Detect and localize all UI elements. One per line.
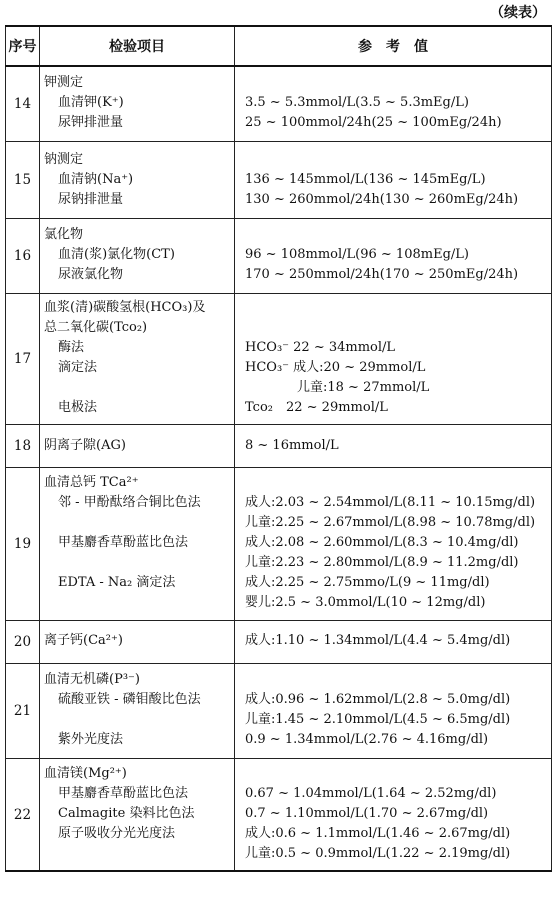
item-line: 尿钠排泄量 <box>58 192 124 207</box>
table-row <box>6 664 552 759</box>
ref-line: 成人:2.25 ~ 2.75mmo/L(9 ~ 11mg/dl) <box>245 575 490 590</box>
header-no: 序号 <box>6 26 40 66</box>
table-row <box>6 294 552 425</box>
ref-cell <box>235 142 552 219</box>
ref-line <box>235 764 551 784</box>
table-row <box>6 219 552 294</box>
item-cell <box>40 468 235 621</box>
ref-line <box>235 225 551 245</box>
ref-cell <box>235 425 552 468</box>
ref-line: 婴儿:2.5 ~ 3.0mmol/L(10 ~ 12mg/dl) <box>245 595 486 610</box>
item-cell <box>40 425 235 468</box>
ref-line <box>235 670 551 690</box>
item-line: 邻 - 甲酚酞络合铜比色法 <box>58 495 201 510</box>
ref-cell <box>235 66 552 142</box>
ref-cell <box>235 468 552 621</box>
ref-line: 25 ~ 100mmol/24h(25 ~ 100mEg/24h) <box>245 115 502 130</box>
ref-line: HCO₃⁻ 成人:20 ~ 29mmol/L <box>245 360 426 375</box>
item-line: 血清无机磷(P³⁻) <box>44 672 140 687</box>
item-line: 离子钙(Ca²⁺) <box>44 633 123 648</box>
header-item: 检验项目 <box>40 26 235 66</box>
ref-line: 136 ~ 145mmol/L(136 ~ 145mEg/L) <box>245 172 486 187</box>
ref-cell <box>235 664 552 759</box>
item-cell <box>40 759 235 872</box>
table-header <box>6 26 552 66</box>
row-number: 22 <box>6 759 40 872</box>
ref-line: 成人:0.6 ~ 1.1mmol/L(1.46 ~ 2.67mg/dl) <box>245 826 511 841</box>
item-line <box>40 844 234 864</box>
item-cell <box>40 66 235 142</box>
continued-label: （续表） <box>490 5 546 21</box>
item-line: 血清(浆)氯化物(CT) <box>58 247 175 262</box>
item-line: 甲基麝香草酚蓝比色法 <box>58 786 189 801</box>
item-line: 紫外光度法 <box>58 732 124 747</box>
item-line: 酶法 <box>58 340 85 355</box>
ref-line: 0.9 ~ 1.34mmol/L(2.76 ~ 4.16mg/dl) <box>245 732 489 747</box>
ref-line: Tco₂ 22 ~ 29mmol/L <box>245 400 388 415</box>
item-line: 甲基麝香草酚蓝比色法 <box>58 535 189 550</box>
item-line: Calmagite 染料比色法 <box>58 806 195 821</box>
item-line: 血清钾(K⁺) <box>58 95 124 110</box>
item-line: 氯化物 <box>44 227 84 242</box>
row-number: 14 <box>6 66 40 142</box>
item-cell <box>40 294 235 425</box>
item-line: 钾测定 <box>44 75 84 90</box>
item-line: 尿液氯化物 <box>58 267 124 282</box>
ref-line: 96 ~ 108mmol/L(96 ~ 108mEg/L) <box>245 247 469 262</box>
item-line <box>40 378 234 398</box>
ref-line: 170 ~ 250mmol/24h(170 ~ 250mEg/24h) <box>245 267 519 282</box>
item-line: 血清钠(Na⁺) <box>58 172 134 187</box>
ref-line <box>235 318 551 338</box>
ref-line <box>235 73 551 93</box>
item-line: 血浆(清)碳酸氢根(HCO₃)及 <box>44 300 206 315</box>
item-line: 原子吸收分光光度法 <box>58 826 176 841</box>
item-line: 滴定法 <box>58 360 98 375</box>
item-line: 钠测定 <box>44 152 84 167</box>
ref-cell <box>235 294 552 425</box>
item-line: 尿钾排泄量 <box>58 115 124 130</box>
table-row <box>6 759 552 872</box>
ref-line <box>235 150 551 170</box>
ref-line: 8 ~ 16mmol/L <box>245 438 339 453</box>
ref-line: 儿童:1.45 ~ 2.10mmol/L(4.5 ~ 6.5mg/dl) <box>245 712 511 727</box>
item-line: 阴离子隙(AG) <box>44 438 126 453</box>
ref-line <box>235 473 551 493</box>
ref-cell <box>235 219 552 294</box>
reference-table <box>5 25 552 872</box>
row-number: 15 <box>6 142 40 219</box>
ref-line: 儿童:0.5 ~ 0.9mmol/L(1.22 ~ 2.19mg/dl) <box>245 846 511 861</box>
item-line: 电极法 <box>58 400 98 415</box>
row-number: 21 <box>6 664 40 759</box>
item-line: 血清总钙 TCa²⁺ <box>44 475 139 490</box>
ref-line: 3.5 ~ 5.3mmol/L(3.5 ~ 5.3mEg/L) <box>245 95 469 110</box>
item-cell <box>40 621 235 664</box>
item-cell <box>40 219 235 294</box>
table-row <box>6 142 552 219</box>
item-line: 血清镁(Mg²⁺) <box>44 766 127 781</box>
table-row <box>6 425 552 468</box>
ref-line: 成人:0.96 ~ 1.62mmol/L(2.8 ~ 5.0mg/dl) <box>245 692 511 707</box>
ref-line: 成人:2.08 ~ 2.60mmol/L(8.3 ~ 10.4mg/dl) <box>245 535 519 550</box>
row-number: 19 <box>6 468 40 621</box>
table-row <box>6 66 552 142</box>
item-line <box>40 710 234 730</box>
ref-line: 130 ~ 260mmol/24h(130 ~ 260mEg/24h) <box>245 192 519 207</box>
item-cell <box>40 664 235 759</box>
header-ref: 参 考 值 <box>235 26 552 66</box>
table-row <box>6 621 552 664</box>
ref-line: 成人:1.10 ~ 1.34mmol/L(4.4 ~ 5.4mg/dl) <box>245 633 511 648</box>
ref-line <box>235 298 551 318</box>
row-number: 18 <box>6 425 40 468</box>
row-number: 20 <box>6 621 40 664</box>
table-row <box>6 468 552 621</box>
item-line: 硫酸亚铁 - 磷钼酸比色法 <box>58 692 201 707</box>
item-cell <box>40 142 235 219</box>
ref-line: 儿童:18 ~ 27mmol/L <box>245 380 430 395</box>
item-line <box>40 513 234 533</box>
row-number: 16 <box>6 219 40 294</box>
ref-line: 儿童:2.25 ~ 2.67mmol/L(8.98 ~ 10.78mg/dl) <box>245 515 536 530</box>
ref-line: 0.67 ~ 1.04mmol/L(1.64 ~ 2.52mg/dl) <box>245 786 497 801</box>
ref-line: 0.7 ~ 1.10mmol/L(1.70 ~ 2.67mg/dl) <box>245 806 489 821</box>
ref-line: HCO₃⁻ 22 ~ 34mmol/L <box>245 340 396 355</box>
row-number: 17 <box>6 294 40 425</box>
table-body <box>6 66 552 871</box>
item-line: 总二氧化碳(Tco₂) <box>44 320 148 335</box>
item-line <box>40 553 234 573</box>
ref-line: 成人:2.03 ~ 2.54mmol/L(8.11 ~ 10.15mg/dl) <box>245 495 536 510</box>
ref-cell <box>235 621 552 664</box>
ref-cell <box>235 759 552 872</box>
item-line: EDTA - Na₂ 滴定法 <box>58 575 176 590</box>
ref-line: 儿童:2.23 ~ 2.80mmol/L(8.9 ~ 11.2mg/dl) <box>245 555 519 570</box>
